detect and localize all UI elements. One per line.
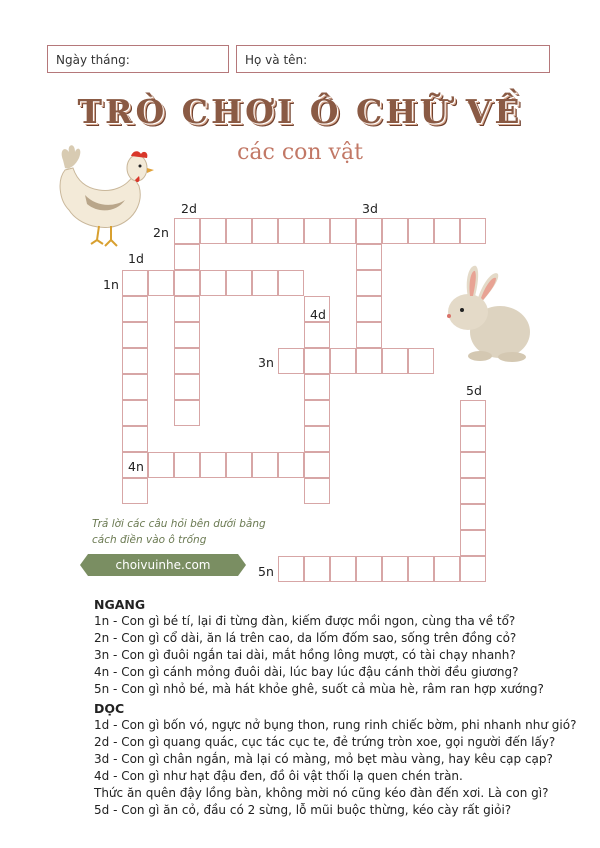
crossword-cell[interactable]: [304, 426, 330, 452]
down-clue-5: 5d - Con gì ăn cỏ, đầu có 2 sừng, lỗ mũi buộc thừng, kéo cày rất giỏi?: [94, 803, 512, 817]
crossword-cell[interactable]: [278, 270, 304, 296]
across-clue-5: 5n - Con gì nhỏ bé, mà hát khỏe ghê, suốt cả mùa hè, râm ran hợp xướng?: [94, 682, 544, 696]
crossword-cell[interactable]: [304, 374, 330, 400]
crossword-cell[interactable]: [460, 426, 486, 452]
crossword-cell[interactable]: [122, 400, 148, 426]
crossword-cell[interactable]: [200, 452, 226, 478]
clue-label-h4: 4n: [128, 459, 144, 474]
crossword-cell[interactable]: [434, 218, 460, 244]
crossword-cell[interactable]: [330, 556, 356, 582]
crossword-cell[interactable]: [460, 556, 486, 582]
down-clue-4-continued: Thức ăn quên đậy lồng bàn, không mời nó cũng kéo đàn đến xơi. Là con gì?: [94, 786, 549, 800]
crossword-cell[interactable]: [304, 478, 330, 504]
crossword-cell[interactable]: [226, 452, 252, 478]
clue-label-h2: 2n: [153, 225, 169, 240]
crossword-cell[interactable]: [174, 452, 200, 478]
down-clue-4: 4d - Con gì như hạt đậu đen, đồ ôi vật thối lạ quen chén tràn.: [94, 769, 463, 783]
crossword-cell[interactable]: [356, 218, 382, 244]
clue-label-d3: 3d: [362, 201, 378, 216]
instruction-text: Trả lời các câu hỏi bên dưới bằng cách điền vào ô trống: [92, 518, 266, 546]
crossword-cell[interactable]: [356, 322, 382, 348]
clue-label-h5: 5n: [258, 564, 274, 579]
crossword-cell[interactable]: [174, 374, 200, 400]
crossword-cell[interactable]: [460, 218, 486, 244]
across-clue-4: 4n - Con gì cánh mỏng đuôi dài, lúc bay lúc đậu cánh thời đều giương?: [94, 665, 519, 679]
across-clue-1: 1n - Con gì bé tí, lại đi từng đàn, kiếm được mồi ngon, cùng tha về tổ?: [94, 614, 516, 628]
crossword-cell[interactable]: [122, 296, 148, 322]
crossword-cell[interactable]: [148, 270, 174, 296]
crossword-cell[interactable]: [174, 270, 200, 296]
clue-label-h1: 1n: [103, 277, 119, 292]
crossword-cell[interactable]: [122, 426, 148, 452]
down-clue-2: 2d - Con gì quang quác, cục tác cục te, đẻ trứng tròn xoe, gọi người đến lấy?: [94, 735, 556, 749]
clue-label-d1: 1d: [128, 251, 144, 266]
crossword-cell[interactable]: [356, 244, 382, 270]
page-subtitle: các con vật: [237, 140, 363, 165]
crossword-cell[interactable]: [122, 478, 148, 504]
across-clue-2: 2n - Con gì cổ dài, ăn lá trên cao, da lốm đốm sao, sống trên đồng cỏ?: [94, 631, 517, 645]
crossword-cell[interactable]: [330, 218, 356, 244]
crossword-cell[interactable]: [252, 218, 278, 244]
crossword-cell[interactable]: [382, 218, 408, 244]
clue-label-d2: 2d: [181, 201, 197, 216]
crossword-cell[interactable]: [304, 322, 330, 348]
crossword-cell[interactable]: [356, 556, 382, 582]
crossword-cell[interactable]: [122, 322, 148, 348]
crossword-cell[interactable]: [174, 244, 200, 270]
crossword-cell[interactable]: [408, 218, 434, 244]
across-clue-3: 3n - Con gì đuôi ngắn tai dài, mắt hồng lông mượt, có tài chạy nhanh?: [94, 648, 516, 662]
crossword-cell[interactable]: [200, 218, 226, 244]
date-label: Ngày tháng:: [56, 53, 130, 67]
crossword-cell[interactable]: [356, 270, 382, 296]
crossword-cell[interactable]: [122, 374, 148, 400]
crossword-cell[interactable]: [278, 556, 304, 582]
crossword-cell[interactable]: [226, 270, 252, 296]
crossword-cell[interactable]: [434, 556, 460, 582]
crossword-cell[interactable]: [174, 322, 200, 348]
crossword-cell[interactable]: [304, 218, 330, 244]
clue-label-h3: 3n: [258, 355, 274, 370]
site-banner: choivuinhe.com: [88, 554, 238, 576]
crossword-cell[interactable]: [304, 452, 330, 478]
crossword-cell[interactable]: [356, 348, 382, 374]
crossword-cell[interactable]: [356, 296, 382, 322]
down-heading: DỌC: [94, 701, 125, 716]
down-clue-1: 1d - Con gì bốn vó, ngực nở bụng thon, rung rinh chiếc bờm, phi nhanh như gió?: [94, 718, 577, 732]
crossword-cell[interactable]: [278, 452, 304, 478]
crossword-cell[interactable]: [460, 478, 486, 504]
clue-label-d5: 5d: [466, 383, 482, 398]
down-clue-3: 3d - Con gì chân ngắn, mà lại có màng, mỏ bẹt màu vàng, hay kêu cạp cạp?: [94, 752, 553, 766]
crossword-cell[interactable]: [200, 270, 226, 296]
crossword-cell[interactable]: [460, 452, 486, 478]
crossword-cell[interactable]: [278, 348, 304, 374]
crossword-cell[interactable]: [304, 400, 330, 426]
crossword-cell[interactable]: [382, 348, 408, 374]
crossword-cell[interactable]: [330, 348, 356, 374]
crossword-cell[interactable]: [278, 218, 304, 244]
crossword-cell[interactable]: [460, 530, 486, 556]
clue-label-d4: 4d: [310, 307, 326, 322]
crossword-cell[interactable]: [174, 400, 200, 426]
across-heading: NGANG: [94, 597, 146, 612]
crossword-cell[interactable]: [122, 348, 148, 374]
crossword-cell[interactable]: [304, 556, 330, 582]
crossword-cell[interactable]: [148, 452, 174, 478]
page-title: TRÒ CHƠI Ô CHỮ VỀ: [77, 92, 523, 131]
crossword-cell[interactable]: [174, 218, 200, 244]
crossword-cell[interactable]: [252, 270, 278, 296]
crossword-cell[interactable]: [382, 556, 408, 582]
crossword-cell[interactable]: [174, 296, 200, 322]
crossword-cell[interactable]: [226, 218, 252, 244]
crossword-cell[interactable]: [408, 556, 434, 582]
crossword-cell[interactable]: [252, 452, 278, 478]
name-label: Họ và tên:: [245, 53, 308, 67]
crossword-cell[interactable]: [174, 348, 200, 374]
crossword-cell[interactable]: [460, 504, 486, 530]
crossword-cell[interactable]: [122, 270, 148, 296]
crossword-cell[interactable]: [460, 400, 486, 426]
crossword-cell[interactable]: [304, 348, 330, 374]
crossword-cell[interactable]: [408, 348, 434, 374]
